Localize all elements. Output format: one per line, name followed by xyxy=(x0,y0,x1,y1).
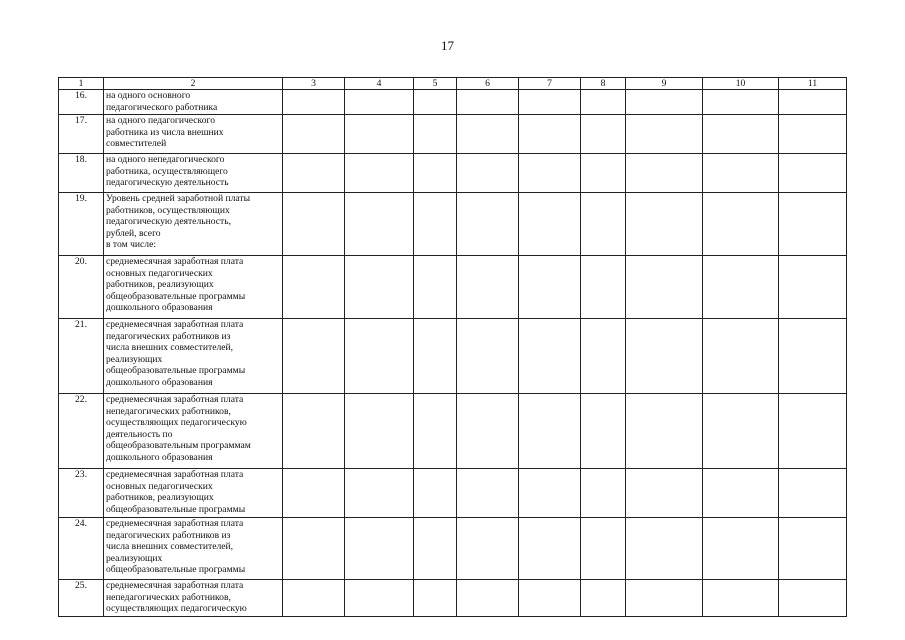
table-cell xyxy=(626,319,703,394)
table-cell xyxy=(345,115,414,154)
table-cell xyxy=(779,319,847,394)
table-cell xyxy=(345,256,414,319)
table-cell xyxy=(345,193,414,256)
table-cell xyxy=(414,115,457,154)
column-header: 5 xyxy=(414,78,457,90)
table-cell xyxy=(519,90,581,115)
table-cell xyxy=(779,518,847,580)
table-cell xyxy=(703,394,779,469)
table-cell xyxy=(457,580,519,617)
table-cell xyxy=(703,580,779,617)
column-header: 11 xyxy=(779,78,847,90)
table-cell xyxy=(283,115,345,154)
table-row xyxy=(59,469,847,518)
table-cell xyxy=(457,115,519,154)
table-cell xyxy=(457,319,519,394)
table-cell xyxy=(581,469,626,518)
table-cell xyxy=(703,469,779,518)
column-header: 6 xyxy=(457,78,519,90)
table-cell xyxy=(345,469,414,518)
row-number: 17. xyxy=(59,115,104,154)
row-label: на одного основного педагогического работника xyxy=(104,90,283,115)
table-cell xyxy=(581,580,626,617)
table-row xyxy=(59,90,847,115)
table-cell xyxy=(414,580,457,617)
table-cell xyxy=(581,319,626,394)
table-cell xyxy=(345,154,414,193)
row-label: среднемесячная заработная плата основных педагогических работников, реализующих общеобразовательные программы xyxy=(104,469,283,518)
table-row xyxy=(59,394,847,469)
table-cell xyxy=(703,115,779,154)
table-cell xyxy=(779,469,847,518)
table-cell xyxy=(457,193,519,256)
table-cell xyxy=(626,115,703,154)
table-cell xyxy=(519,580,581,617)
row-number: 25. xyxy=(59,580,104,617)
row-number: 23. xyxy=(59,469,104,518)
row-label: среднемесячная заработная плата педагогических работников из числа внешних совместителей, реализующих общеобразовательные программы дошкольного образования xyxy=(104,319,283,394)
table-cell xyxy=(283,394,345,469)
table-cell xyxy=(703,90,779,115)
table-cell xyxy=(414,394,457,469)
table-cell xyxy=(414,193,457,256)
column-header: 7 xyxy=(519,78,581,90)
table-cell xyxy=(414,154,457,193)
table-row xyxy=(59,115,847,154)
table-cell xyxy=(626,154,703,193)
table-cell xyxy=(581,193,626,256)
row-label: среднемесячная заработная плата непедагогических работников, осуществляющих педагогическую деятельность по общеобразовательным программам дошкольного образования xyxy=(104,394,283,469)
table-cell xyxy=(703,193,779,256)
table-cell xyxy=(457,394,519,469)
table-row xyxy=(59,193,847,256)
table-cell xyxy=(626,394,703,469)
table-cell xyxy=(626,256,703,319)
table-cell xyxy=(457,518,519,580)
table-cell xyxy=(626,580,703,617)
table-cell xyxy=(414,319,457,394)
table-cell xyxy=(283,256,345,319)
table-cell xyxy=(345,319,414,394)
table-cell xyxy=(519,394,581,469)
table-cell xyxy=(779,115,847,154)
row-number: 16. xyxy=(59,90,104,115)
table-cell xyxy=(414,90,457,115)
table-cell xyxy=(779,90,847,115)
table-cell xyxy=(779,580,847,617)
table-cell xyxy=(457,469,519,518)
column-number-row xyxy=(59,78,847,90)
table-cell xyxy=(519,469,581,518)
column-header: 3 xyxy=(283,78,345,90)
column-header: 9 xyxy=(626,78,703,90)
table-cell xyxy=(414,518,457,580)
table-cell xyxy=(457,154,519,193)
table-cell xyxy=(345,580,414,617)
table-row xyxy=(59,518,847,580)
page-number: 17 xyxy=(441,38,454,53)
row-label: среднемесячная заработная плата непедагогических работников, осуществляющих педагогическую xyxy=(104,580,283,617)
column-header: 8 xyxy=(581,78,626,90)
data-table xyxy=(58,77,847,617)
table-cell xyxy=(703,256,779,319)
table-cell xyxy=(519,154,581,193)
table-row xyxy=(59,319,847,394)
row-number: 20. xyxy=(59,256,104,319)
table-cell xyxy=(283,518,345,580)
row-number: 24. xyxy=(59,518,104,580)
table-cell xyxy=(414,256,457,319)
table-cell xyxy=(414,469,457,518)
table-cell xyxy=(581,518,626,580)
row-label: среднемесячная заработная плата педагогических работников из числа внешних совместителей, реализующих общеобразовательные программы xyxy=(104,518,283,580)
table-cell xyxy=(457,256,519,319)
row-label: Уровень средней заработной платы работников, осуществляющих педагогическую деятельность, рублей, всего в том числе: xyxy=(104,193,283,256)
table-cell xyxy=(457,90,519,115)
table-cell xyxy=(283,580,345,617)
row-label: среднемесячная заработная плата основных педагогических работников, реализующих общеобразовательные программы дошкольного образования xyxy=(104,256,283,319)
table-cell xyxy=(519,193,581,256)
column-header: 4 xyxy=(345,78,414,90)
table-cell xyxy=(519,256,581,319)
table-cell xyxy=(345,518,414,580)
table-cell xyxy=(703,154,779,193)
row-label: на одного непедагогического работника, осуществляющего педагогическую деятельность xyxy=(104,154,283,193)
table-cell xyxy=(283,154,345,193)
row-number: 19. xyxy=(59,193,104,256)
table-cell xyxy=(345,394,414,469)
table-cell xyxy=(703,319,779,394)
row-number: 18. xyxy=(59,154,104,193)
table-cell xyxy=(581,154,626,193)
table-cell xyxy=(626,193,703,256)
column-header: 2 xyxy=(104,78,283,90)
table-cell xyxy=(779,154,847,193)
table-cell xyxy=(519,319,581,394)
table-cell xyxy=(626,90,703,115)
row-number: 21. xyxy=(59,319,104,394)
table-cell xyxy=(581,115,626,154)
table-cell xyxy=(345,90,414,115)
table-cell xyxy=(283,193,345,256)
table-cell xyxy=(779,193,847,256)
table-cell xyxy=(283,319,345,394)
table-cell xyxy=(519,518,581,580)
column-header: 1 xyxy=(59,78,104,90)
table-row xyxy=(59,154,847,193)
row-number: 22. xyxy=(59,394,104,469)
table-cell xyxy=(581,90,626,115)
table-cell xyxy=(779,394,847,469)
table-cell xyxy=(779,256,847,319)
table-cell xyxy=(581,394,626,469)
table-cell xyxy=(581,256,626,319)
table-row xyxy=(59,256,847,319)
table-cell xyxy=(626,469,703,518)
row-label: на одного педагогического работника из числа внешних совместителей xyxy=(104,115,283,154)
table-cell xyxy=(626,518,703,580)
table-row xyxy=(59,580,847,617)
table-cell xyxy=(283,90,345,115)
table-cell xyxy=(283,469,345,518)
column-header: 10 xyxy=(703,78,779,90)
table-cell xyxy=(703,518,779,580)
table-cell xyxy=(519,115,581,154)
